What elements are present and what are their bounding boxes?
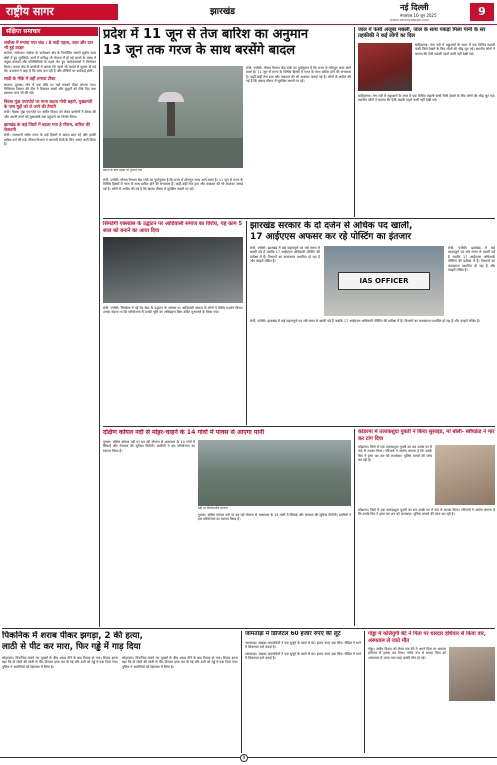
right-top-body: साहिबगंज। गंगा नदी में मछुआरों के जाल में एक विचित्र मछली फंसी जिसे देखने के लिए लोगों की भीड़ जुट गई। स्थानीय लोगों ने बताया कि ऐसी मछली पहले कभी नहीं देखी गई। [415, 42, 495, 56]
river-photo-caption: नदी पर निर्माणाधीन संरचना [198, 506, 228, 510]
picnic-headline-line1[interactable]: पिकनिक में शराब पीकर झगड़ा, 2 की हत्या, [2, 631, 143, 641]
jamtara-body-continued: जामताड़ा। साइबर अपराधियों ने एक बुजुर्ग के खाते से 60 हजार रुपए उड़ा लिए। पीड़ित ने थाने में शिकायत दर्ज कराई है। [245, 651, 361, 661]
brief-headline-2[interactable]: सादी के मौके में वहीं लगाया टीका [4, 76, 56, 82]
ias-body-continued: रांची, एजेंसी। झारखंड में कई महत्वपूर्ण पद लंबे समय से खाली पड़े हैं जबकि 17 आईएएस अधिकारी पोस्टिंग की प्रतीक्षा में हैं। विभागों का कामकाज प्रभावित हो रहा है और फाइलें लंबित हैं। [250, 319, 480, 323]
river-story [103, 429, 351, 626]
edition-city: नई दिल्ली [400, 3, 429, 12]
godda-photo [449, 647, 495, 701]
kodarma-headline[interactable]: कोडरमा में तलाकशुदा युवती ने किया सुसाइड, मां बोली- ब्वॉयफ्रेंड ने मार कर टांग दिया [358, 429, 495, 442]
river-body-continued: गुमला। दक्षिण कोयल नदी पर बन रही योजना से आसपास के 14 गांवों में सिंचाई और पेयजल की सुविधा मिलेगी। ग्रामीणों ने इस परियोजना का स्वागत किया है। [198, 512, 351, 522]
kodarma-divider [354, 429, 355, 626]
umbrella-shape [158, 92, 184, 102]
footer-rule [0, 757, 497, 758]
lead-headline-line2[interactable]: 13 जून तक गरज के साथ बरसेंगे बादल [103, 43, 296, 58]
picnic-story [2, 631, 238, 753]
left-column [2, 27, 98, 627]
kodarma-story [358, 429, 495, 626]
brief-headline-4[interactable]: झारखंड के कई जिलों में बदला गया है मौसम, बारिश की चेतावनी [4, 122, 90, 133]
ias-sign-plate: IAS OFFICER [338, 272, 430, 290]
section-rule-1 [103, 218, 495, 219]
paper-name[interactable]: राष्ट्रीय सागर [6, 5, 54, 18]
right-top-headline[interactable]: जाल में फंसी अजूबा मछली, जाल के साथ पकड़ा मिला पानी के सर तहकीकी ने कई लोगों का दिल [358, 27, 486, 40]
godda-body: गोड्डा। जमीन विवाद को लेकर एक बेटे ने अपने पिता पर धारदार हथियार से हमला कर दिया। गंभीर रूप से घायल पिता को अस्पताल ले जाया गया जहां उनकी मौत हो गई। [368, 647, 446, 660]
left-column-divider [99, 27, 100, 627]
brief-news-title: संक्षिप्त समाचार [2, 27, 98, 36]
page-number: 9 [470, 3, 494, 21]
brief-body-3: रांची। बिरसा मुंडा एयरपोर्ट पर जमीन विवाद को लेकर ग्रामीणों ने बैठक की और अपनी मांगों को मुख्यमंत्री तक पहुंचाने का निर्णय लिया। [4, 110, 96, 119]
right-top-story [358, 27, 495, 217]
kodarma-body: कोडरमा। जिले में एक तलाकशुदा युवती का शव उसके घर में फंदे से लटका मिला। परिजनों ने आरोप लगाया है कि उसके मित्र ने हत्या कर शव को लटकाया। पुलिस मामले की जांच कर रही है। [358, 445, 432, 463]
godda-story [368, 631, 495, 753]
middle-left-body: रांची, एजेंसी। सिमडेगा में नई रेल सेवा के उद्घाटन के अवसर पर आदिवासी समाज के लोगों ने विरोध प्रदर्शन किया। उनका कहना था कि परियोजना में उनकी भूमि का अधिग्रहण बिना उचित मुआवजे के किया गया। [103, 306, 243, 315]
section-rule-2 [103, 426, 495, 427]
river-photo [198, 440, 351, 506]
brief-body-2: सादया, दुमका। गाँव में एक मौके पर वहाँ सबको टीका लगाया गया। चिकित्सा विभाग की टीम ने मिलकर बच्चों और बुजुर्गों को टीके दिए तथा स्वास्थ्य जांच भी की गई। [4, 82, 96, 96]
jamtara-divider [241, 631, 242, 753]
river-body: गुमला। दक्षिण कोयल नदी पर बन रही योजना से आसपास के 14 गांवों में सिंचाई और पेयजल की सुविधा मिलेगी। ग्रामीणों ने इस परियोजना का स्वागत किया है। [103, 440, 195, 453]
fish-photo [358, 43, 412, 91]
jamtara-body: जामताड़ा। साइबर अपराधियों ने एक बुजुर्ग के खाते से 60 हजार रुपए उड़ा लिए। पीड़ित ने थाने में शिकायत दर्ज कराई है। [245, 641, 361, 650]
picnic-body: लोहरदगा। पिकनिक मनाने गए युवकों के बीच शराब पीने के बाद विवाद हो गया। विवाद इतना बढ़ा कि दो लोगों की लाठी से पीट-पीटकर हत्या कर दी गई और शवों को गड्ढे में दबा दिया गया। पुलिस ने आरोपियों को हिरासत में लिया है। [2, 656, 118, 669]
ias-headline-line1[interactable]: झारखंड सरकार के दो दर्जन से अधिक पद खाली, [250, 221, 413, 231]
section-title: झारखंड [210, 7, 235, 17]
jamtara-headline[interactable]: जामताड़ा में डिजिटल 60 हजार रुपए की लूट [245, 631, 341, 637]
person-silhouette [167, 102, 175, 136]
godda-divider [364, 631, 365, 753]
jamtara-story [245, 631, 361, 753]
brief-body-4: रांची। राजधानी समेत राज्य के कई हिस्सों में बादल छाए रहे और हल्की बारिश दर्ज की गई। मौसम विभाग ने आगामी दिनों के लिए अलर्ट जारी किया है। [4, 133, 96, 147]
lead-rain-photo [103, 66, 243, 168]
godda-headline[interactable]: गोड्डा में कलियुगी बेटे ने पिता पर धारदार हथियार से किया वार, अस्पताल ले जाते मौत [368, 631, 486, 644]
footer-registration-mark: 9 [240, 754, 248, 762]
ias-story [250, 221, 495, 425]
masthead [0, 0, 497, 24]
train-photo [103, 237, 243, 303]
lead-photo-caption: बारिश के बीच सड़क पर गुजरते लोग [103, 169, 143, 172]
lead-body-continued: रांची, एजेंसी। मौसम विभाग केंद्र रांची का पूर्वानुमान है कि राज्य में मॉनसून जल्द आने वाला है। 11 जून से राज्य के विभिन्न हिस्सों में गरज के साथ बारिश होने की संभावना है। कहीं-कहीं तेज हवा और वज्रपात की भी आशंका जताई गई है। लोगों से अपील की गई है कि खराब मौसम में सुरक्षित स्थानों पर रहें। [103, 178, 243, 191]
edition-date: मंगलवार 10 जून 2025 [400, 13, 437, 18]
ias-divider [246, 221, 247, 425]
kodarma-body-continued: कोडरमा। जिले में एक तलाकशुदा युवती का शव उसके घर में फंदे से लटका मिला। परिजनों ने आरोप लगाया है कि उसके मित्र ने हत्या कर शव को लटकाया। पुलिस मामले की जांच कर रही है। [358, 508, 495, 517]
ias-headline-line2[interactable]: 17 आईएएस अफसर कर रहे पोस्टिंग का इंतजार [250, 232, 412, 242]
right-column-divider [354, 27, 355, 217]
section-rule-3 [2, 628, 495, 629]
flooded-road [103, 138, 243, 168]
brief-headline-3[interactable]: बिरसा मुंडा एयरपोर्ट पर माना बदला गोपी बहाने, मुख्यमंत्री के पास मुद्दों को ले जाने की तैयारी [4, 98, 93, 110]
brief-headline-1[interactable]: सर्वोच्च में मनाया गया चंदा : 8 सदी पहला, बाल और दान भी हुई उदहर [4, 40, 94, 51]
right-top-body-continued: साहिबगंज। गंगा नदी में मछुआरों के जाल में एक विचित्र मछली फंसी जिसे देखने के लिए लोगों की भीड़ जुट गई। स्थानीय लोगों ने बताया कि ऐसी मछली पहले कभी नहीं देखी गई। [358, 93, 495, 103]
ias-body: रांची, एजेंसी। झारखंड में कई महत्वपूर्ण पद लंबे समय से खाली पड़े हैं जबकि 17 आईएएस अधिकारी पोस्टिंग की प्रतीक्षा में हैं। विभागों का कामकाज प्रभावित हो रहा है और फाइलें लंबित हैं। [250, 246, 320, 264]
lead-headline-line1[interactable]: प्रदेश में 11 जून से तेज बारिश का अनुमान [103, 27, 309, 42]
middle-left-story [103, 221, 243, 425]
lead-body: रांची, एजेंसी। मौसम विभाग केंद्र रांची का पूर्वानुमान है कि राज्य में मॉनसून जल्द आने वाला है। 11 जून से राज्य के विभिन्न हिस्सों में गरज के साथ बारिश होने की संभावना है। कहीं-कहीं तेज हवा और वज्रपात की भी आशंका जताई गई है। लोगों से अपील की गई है कि खराब मौसम में सुरक्षित स्थानों पर रहें। [246, 66, 351, 84]
river-headline[interactable]: दक्षिण कोयल नदी से मांइ़र-चाहने के 14 गांवों में पावस से आएगा पानी [103, 429, 265, 436]
picnic-body-col2: लोहरदगा। पिकनिक मनाने गए युवकों के बीच शराब पीने के बाद विवाद हो गया। विवाद इतना बढ़ा कि दो लोगों की लाठी से पीट-पीटकर हत्या कर दी गई और शवों को गड्ढे में दबा दिया गया। पुलिस ने आरोपियों को हिरासत में लिया है। [122, 656, 238, 669]
website-url[interactable]: www.rashtriyasagar.com [390, 18, 430, 22]
middle-left-headline[interactable]: सिमडेगी एक्सप्रेस के उद्घाटन पर आदिवासी समाज का विरोध, यह काम 5 साल को बनाने का आया दिया [103, 221, 243, 234]
ias-sign-photo [324, 246, 444, 316]
picnic-headline-line2[interactable]: लाठी से पीट कर मारा, फिर गड्ढे में गाड़ दिया [2, 642, 141, 652]
masthead-rule [0, 24, 497, 25]
kodarma-photo [435, 445, 495, 505]
ias-body-right: रांची, एजेंसी। झारखंड में कई महत्वपूर्ण पद लंबे समय से खाली पड़े हैं जबकि 17 आईएएस अधिकारी पोस्टिंग की प्रतीक्षा में हैं। विभागों का कामकाज प्रभावित हो रहा है और फाइलें लंबित हैं। [448, 246, 495, 273]
brief-body-1: सादेया, राजेश्वर। सादेया के कनेक्शन क्षेत्र के नियोजित मामले सुप्रीम सदर क्षेत्रों में हुए मुरलियों। वार्ता में प्रसिद्ध थी योजना में हो गई बताने के संबंध में प्रमुख कारकों और परिस्थितियों के पहले नोट हुए कार्यकर्ताओं ने नियोजन किया। जनता क्षेत्र के ग्रामीणों ने बताया कि पहले भी मामले में सूचना दी गई थी। प्रशासन ने कहा है कि जांच चल रही है और दोषियों पर कार्रवाई होगी। [4, 51, 96, 74]
